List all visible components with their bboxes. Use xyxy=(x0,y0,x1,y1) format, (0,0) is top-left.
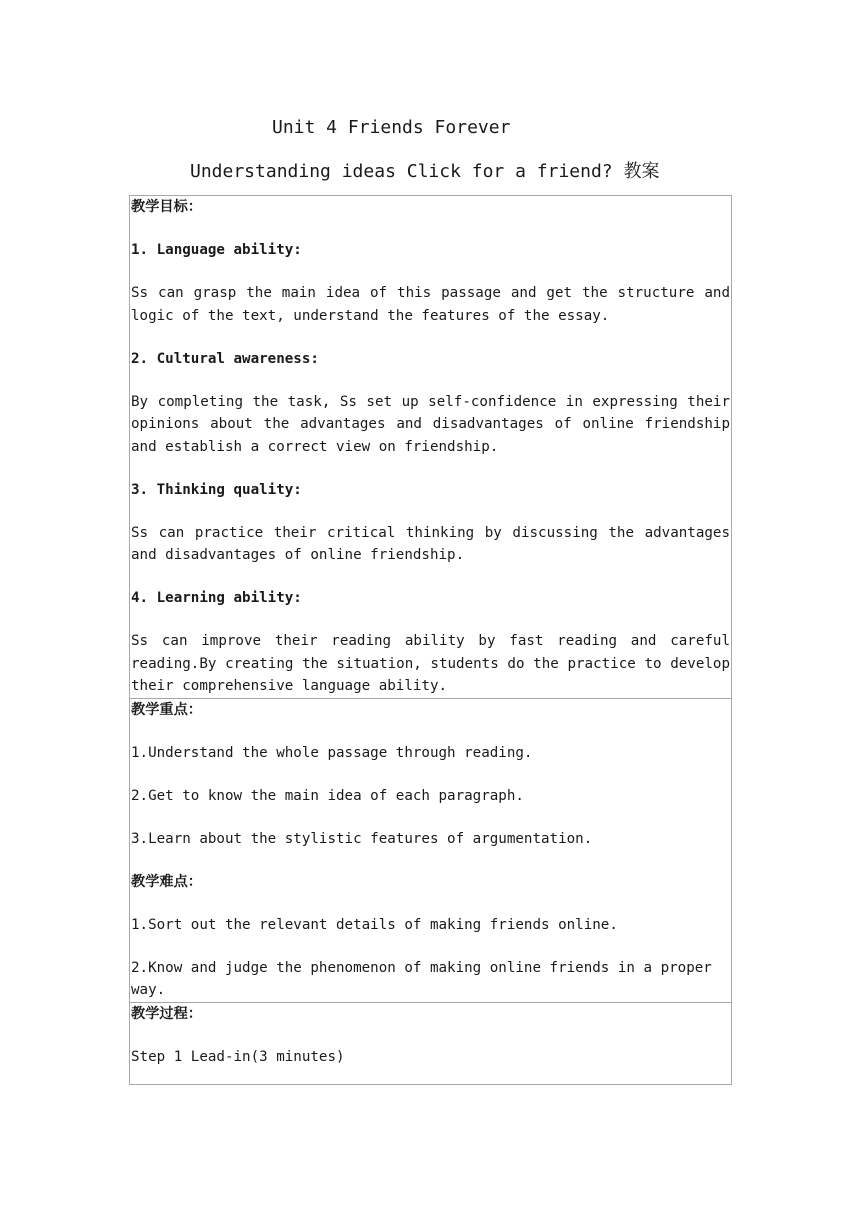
objective-text-thinking: Ss can practice their critical thinking by discussing the advantages and disadvantages of online friendship. xyxy=(131,524,730,563)
difficult-point-item: 1.Sort out the relevant details of making friends online. xyxy=(131,916,618,933)
objective-text-language: Ss can grasp the main idea of this passage and get the structure and logic of the text, understand the features of the essay. xyxy=(131,285,730,324)
process-step-1: Step 1 Lead-in(3 minutes) xyxy=(131,1048,345,1065)
key-points-heading: 教学重点： xyxy=(131,701,202,718)
objective-text-learning: Ss can improve their reading ability by fast reading and careful reading.By creating the situation, students do the practice to develop their comprehensive language ability. xyxy=(131,633,730,694)
objective-title-language: 1. Language ability: xyxy=(131,242,302,258)
key-difficult-cell xyxy=(130,698,732,1002)
difficult-points-heading: 教学难点： xyxy=(131,873,202,890)
difficult-point-item: 2.Know and judge the phenomenon of making online friends in a proper way. xyxy=(131,959,712,998)
key-point-item: 2.Get to know the main idea of each paragraph. xyxy=(131,787,524,804)
objective-title-learning: 4. Learning ability: xyxy=(131,590,302,606)
process-heading: 教学过程： xyxy=(131,1005,202,1022)
objective-title-cultural: 2. Cultural awareness: xyxy=(131,350,319,367)
document-title: Unit 4 Friends Forever xyxy=(272,117,511,138)
objectives-cell xyxy=(130,196,732,699)
objectives-row xyxy=(130,196,732,699)
key-point-item: 1.Understand the whole passage through reading. xyxy=(131,744,533,761)
process-row xyxy=(130,1002,732,1085)
objectives-heading: 教学目标： xyxy=(131,199,202,215)
objective-title-thinking: 3. Thinking quality: xyxy=(131,481,302,498)
key-difficult-row xyxy=(130,698,732,1002)
key-point-item: 3.Learn about the stylistic features of argumentation. xyxy=(131,830,593,847)
objective-text-cultural: By completing the task, Ss set up self-confidence in expressing their opinions about the advantages and disadvantages of online friendship and establish a correct view on friendship. xyxy=(131,393,730,455)
document-subtitle: Understanding ideas Click for a friend? 教案 xyxy=(190,161,660,182)
lesson-plan-table xyxy=(129,195,732,1085)
process-cell xyxy=(130,1002,732,1085)
